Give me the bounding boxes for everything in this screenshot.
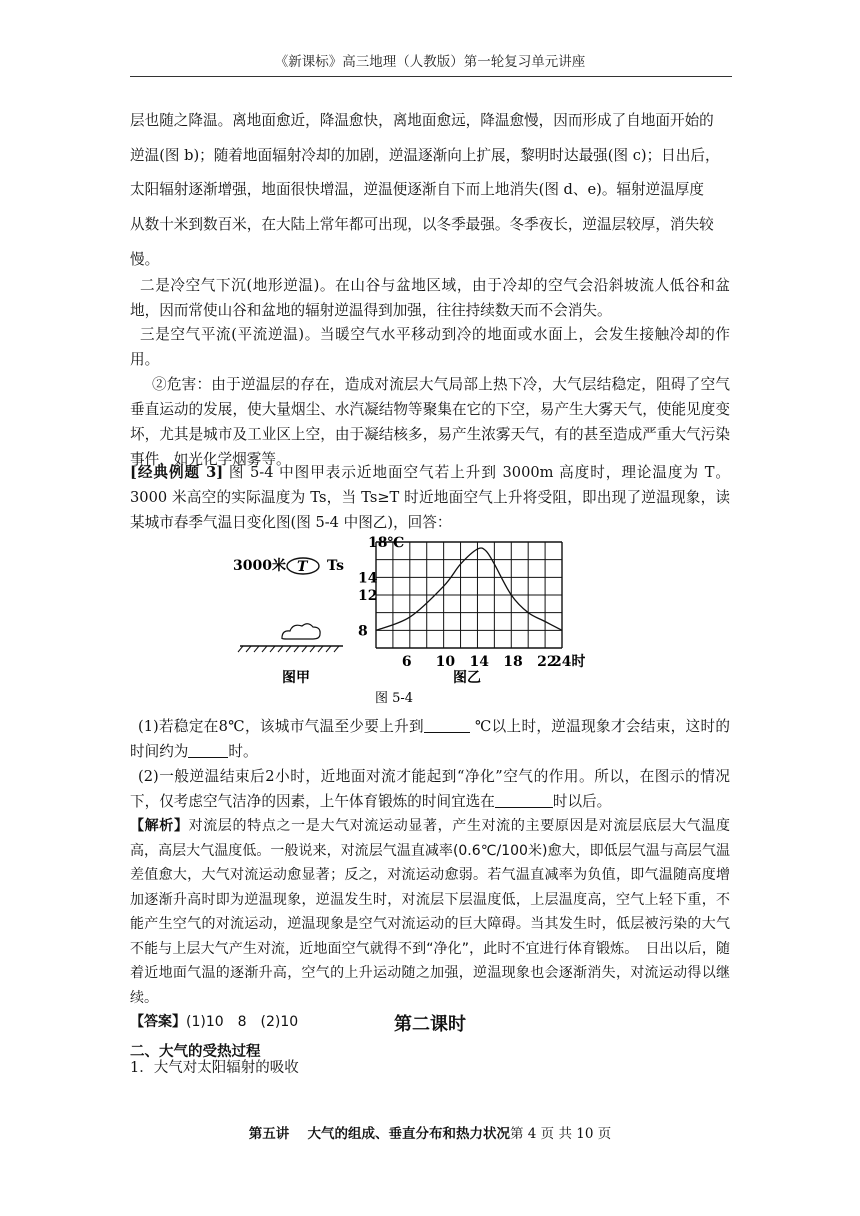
q2-part-a: (2)一般逆温结束后2小时，近地面对流才能起到“净化”空气的作用。所以，在图示的情况下，仅考虑空气洁净的因素，上午体育锻炼的时间宜选在 bbox=[130, 768, 730, 810]
footer-page-info: 第 4 页 共 10 页 bbox=[509, 1126, 612, 1142]
x-tick-label: 14 bbox=[469, 654, 489, 670]
paragraph-terrain-inversion: 二是冷空气下沉(地形逆温)。在山谷与盆地区域，由于冷却的空气会沿斜坡流人低谷和盆地，因而常使山谷和盆地的辐射逆温得到加强，往往持续数天而不会消失。 bbox=[130, 277, 730, 319]
question-1 bbox=[130, 714, 730, 764]
q1-part-a: (1)若稳定在8℃，该城市气温至少要上升到 bbox=[138, 718, 424, 735]
analysis bbox=[130, 814, 730, 1010]
analysis-label: 【解析】 bbox=[130, 818, 189, 834]
figure-jia-label: 图甲 bbox=[282, 670, 310, 686]
example-label: [经典例题 3] bbox=[130, 464, 224, 481]
y-tick-label: 8 bbox=[358, 623, 368, 640]
page-footer bbox=[130, 1122, 730, 1142]
x-tick-label: 18 bbox=[503, 654, 523, 670]
chart-grid bbox=[376, 542, 562, 648]
footer-chapter: 第五讲 大气的组成、垂直分布和热力状况 bbox=[248, 1126, 510, 1142]
chart-x-ticks bbox=[402, 654, 585, 670]
paragraph-line: 逆温(图 b)；随着地面辐射冷却的加剧，逆温逐渐向上扩展，黎明时达最强(图 c)；日出后， bbox=[130, 147, 720, 164]
harm-text: ②危害：由于逆温层的存在，造成对流层大气局部上热下冷，大气层结稳定，阻碍了空气垂直运动的发展，使大量烟尘、水汽凝结物等聚集在它的下空，易产生大雾天气，使能见度变坏，尤其是城市及工业区上空，由于凝结核多，易产生浓雾天气，有的甚至造成严重大气污染事件，如光化学烟雾等。 bbox=[130, 376, 730, 468]
y-tick-label: 12 bbox=[358, 588, 378, 604]
answer-blank bbox=[495, 793, 553, 808]
x-tick-label: 10 bbox=[435, 654, 456, 670]
section-item-1: 1．大气对太阳辐射的吸收 bbox=[130, 1060, 299, 1076]
ts-label: Ts bbox=[327, 558, 345, 574]
paragraph-line: 慢。 bbox=[130, 251, 160, 268]
paragraph-line: 太阳辐射逐渐增强，地面很快增温，逆温便逐渐自下而上地消失(图 d、e)。辐射逆温厚度 bbox=[130, 181, 704, 198]
q1-part-b: ℃以上时，逆温现象才会结束，这时的时间约为 bbox=[130, 718, 730, 760]
ground-hatch bbox=[238, 646, 343, 652]
page-header: 《新课标》高三地理（人教版）第一轮复习单元讲座 bbox=[274, 54, 586, 70]
x-tick-label: 6 bbox=[401, 654, 412, 670]
paragraph-line: 层也随之降温。离地面愈近，降温愈快，离地面愈远，降温愈慢，因而形成了自地面开始的 bbox=[130, 112, 714, 129]
x-tick-label: 22 bbox=[537, 654, 557, 670]
figure-5-4 bbox=[225, 530, 585, 710]
figure-jia bbox=[233, 557, 344, 686]
paragraph-advection-inversion: 三是空气平流(平流逆温)。当暖空气水平移动到冷的地面或水面上，会发生接触冷却的作用。 bbox=[130, 326, 730, 368]
temperature-curve bbox=[376, 548, 562, 630]
answer-label: 【答案】 bbox=[130, 1014, 186, 1030]
ground-cloud-icon bbox=[282, 624, 320, 639]
q2-part-b: 时以后。 bbox=[552, 793, 612, 810]
paragraph-line: 从数十米到数百米，在大陆上常年都可出现，以冬季最强。冬季夜长，逆温层较厚，消失较 bbox=[130, 216, 714, 233]
x-tick-label: 24时 bbox=[552, 654, 585, 670]
question-2 bbox=[130, 764, 730, 814]
temperature-symbol: T bbox=[297, 559, 308, 575]
answer-text: (1)10 8 (2)10 bbox=[186, 1014, 299, 1030]
header-rule bbox=[130, 76, 732, 77]
example-question bbox=[130, 460, 730, 535]
answer-blank bbox=[188, 743, 228, 758]
figure-caption: 图 5-4 bbox=[375, 691, 414, 706]
analysis-text: 对流层的特点之一是大气对流运动显著，产生对流的主要原因是对流层底层大气温度高，高层大气温度低。一般说来，对流层气温直减率(0.6℃/100米)愈大，即低层气温与高层气温差值愈大，大气对流运动愈显著；反之，对流运动愈弱。若气温直减率为负值，即气温随高度增加逐渐升高时即为逆温现象，逆温发生时，对流层下层温度低，上层温度高，空气上轻下重，不能产生空气的对流运动，逆温现象是空气对流运动的巨大障碍。当其发生时，低层被污染的大气不能与上层大气产生对流，近地面空气就得不到“净化”，此时不宜进行体育锻炼。 日出以后，随着近地面气温的逐渐升高，空气的上升运动随之加强，逆温现象也会逐渐消失，对流运动得以继续。 bbox=[130, 818, 731, 1006]
answer-blank bbox=[424, 718, 470, 733]
lesson-title: 第二课时 bbox=[394, 1014, 466, 1035]
section-heading: 二、大气的受热过程 bbox=[130, 1044, 261, 1060]
altitude-label: 3000米 bbox=[233, 558, 286, 574]
y-tick-label: 18℃ bbox=[368, 535, 405, 551]
figure-yi-label: 图乙 bbox=[453, 670, 481, 686]
y-tick-label: 14 bbox=[358, 570, 378, 587]
example-text: 图 5-4 中图甲表示近地面空气若上升到 3000m 高度时，理论温度为 T。3000 米高空的实际温度为 Ts，当 Ts≥T 时近地面空气上升将受阻，即出现了逆温现象，读某城市春季气温日变化图(图 5-4 中图乙)，回答： bbox=[130, 464, 731, 531]
figure-yi-chart bbox=[358, 535, 585, 670]
q1-part-c: 时。 bbox=[228, 743, 258, 760]
paragraph-harm bbox=[130, 372, 730, 472]
